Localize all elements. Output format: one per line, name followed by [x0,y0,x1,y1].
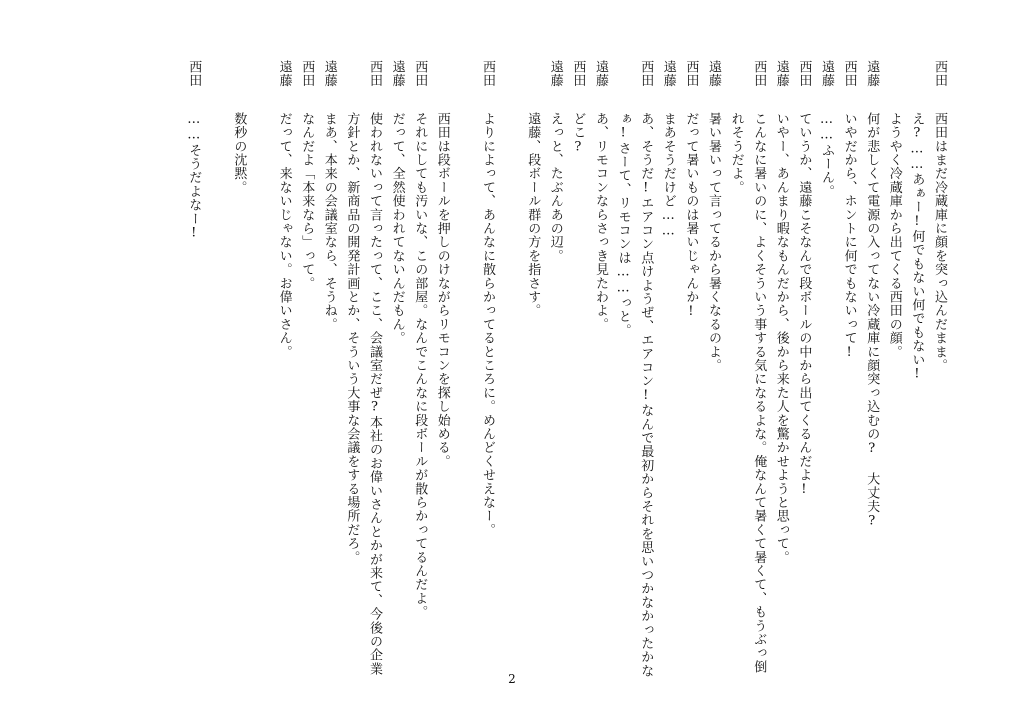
speaker-name: 遠藤 [660,60,676,88]
script-line: だって暑いものは暑いじゃんか! [683,112,699,320]
script-line: こんなに暑いのに、よくそういう事する気になるよな。俺なんて暑くて暑くて、もうぶっ倒 [751,112,767,674]
script-line: なんだよ「本来なら」って。 [299,112,315,291]
speaker-name: 遠藤 [819,60,834,88]
script-line: ……そうだよなー! [186,112,202,242]
script-line: まあ、本来の会議室なら、そうね。 [321,112,337,332]
page-number: 2 [508,672,516,686]
speaker-name: 西田 [570,60,586,88]
script-line: あ、リモコンならさっき見たわよ。 [593,112,608,332]
speaker-name: 西田 [299,60,315,88]
script-line: ぁ!さーて、リモコンは……っと。 [615,112,631,338]
speaker-name: 遠藤 [593,60,608,88]
speaker-name: 遠藤 [864,60,880,88]
script-line: それにしても汚いな、この部屋。なんでこんなに段ボールが散らかってるんだよ。 [412,112,428,619]
speaker-name: 遠藤 [276,60,292,88]
speaker-name: 西田 [841,60,857,88]
speaker-name: 西田 [796,60,812,88]
speaker-name: 遠藤 [321,60,337,88]
script-line: 西田は段ボールを押しのけながらリモコンを探し始める。 [434,112,450,469]
speaker-name: 西田 [480,60,495,88]
speaker-name: 西田 [186,60,202,88]
speaker-name: 遠藤 [706,60,721,88]
speaker-name: 西田 [412,60,428,88]
script-line: いやだから、ホントに何でもないって! [841,112,857,361]
script-line: れそうだよ。 [728,112,744,195]
script-line: だって、全然使われてないんだもん。 [389,112,405,345]
script-line: ようやく冷蔵庫から出てくる西田の顔。 [886,112,902,359]
script-line: 暑い暑いって言ってるから暑くなるのよ。 [706,112,721,373]
script-line: 何が悲しくて電源の入ってない冷蔵庫に顔突っ込むの? 大丈夫? [864,112,880,529]
script-line: あ、そうだ!エアコン点けようぜ、エアコン!なんで最初からそれを思いつかなかったかな [638,112,654,678]
script-line: 西田はまだ冷蔵庫に顔を突っ込んだまま。 [932,112,947,373]
speaker-name: 西田 [751,60,767,88]
script-line: 数秒の沈黙。 [231,112,247,195]
speaker-name: 西田 [932,60,947,88]
speaker-name: 遠藤 [773,60,789,88]
script-line: ……ふーん。 [819,112,834,199]
script-line: まあそうだけど…… [660,112,676,240]
script-line: いやー、あんまり暇なもんだから、後から来た人を驚かせようと思って。 [773,112,789,565]
script-line: だって、来ないじゃない。お偉いさん。 [276,112,292,359]
script-line: 方針とか、新商品の開発計画とか、そういう大事な会議をする場所だろ。 [344,112,360,565]
script-line: 使われないって言ったって、ここ、会議室だぜ?本社のお偉いさんとかが来て、今後の企業 [367,112,382,676]
speaker-name: 西田 [367,60,382,88]
speaker-name: 遠藤 [547,60,563,88]
script-line: え?……あぁー!何でもない何でもない! [909,112,925,383]
script-line: どこ? [570,112,586,156]
script-line: よりによって、あんなに散らかってるところに。めんどくせえなー。 [480,112,495,537]
speaker-name: 遠藤 [389,60,405,88]
speaker-name: 西田 [638,60,654,88]
script-line: えっと、たぶんあの辺。 [547,112,563,263]
script-line: ていうか、遠藤こそなんで段ボールの中から出てくるんだよ! [796,112,812,498]
script-line: 遠藤、段ボール群の方を指さす。 [525,112,541,318]
speaker-name: 西田 [683,60,699,88]
